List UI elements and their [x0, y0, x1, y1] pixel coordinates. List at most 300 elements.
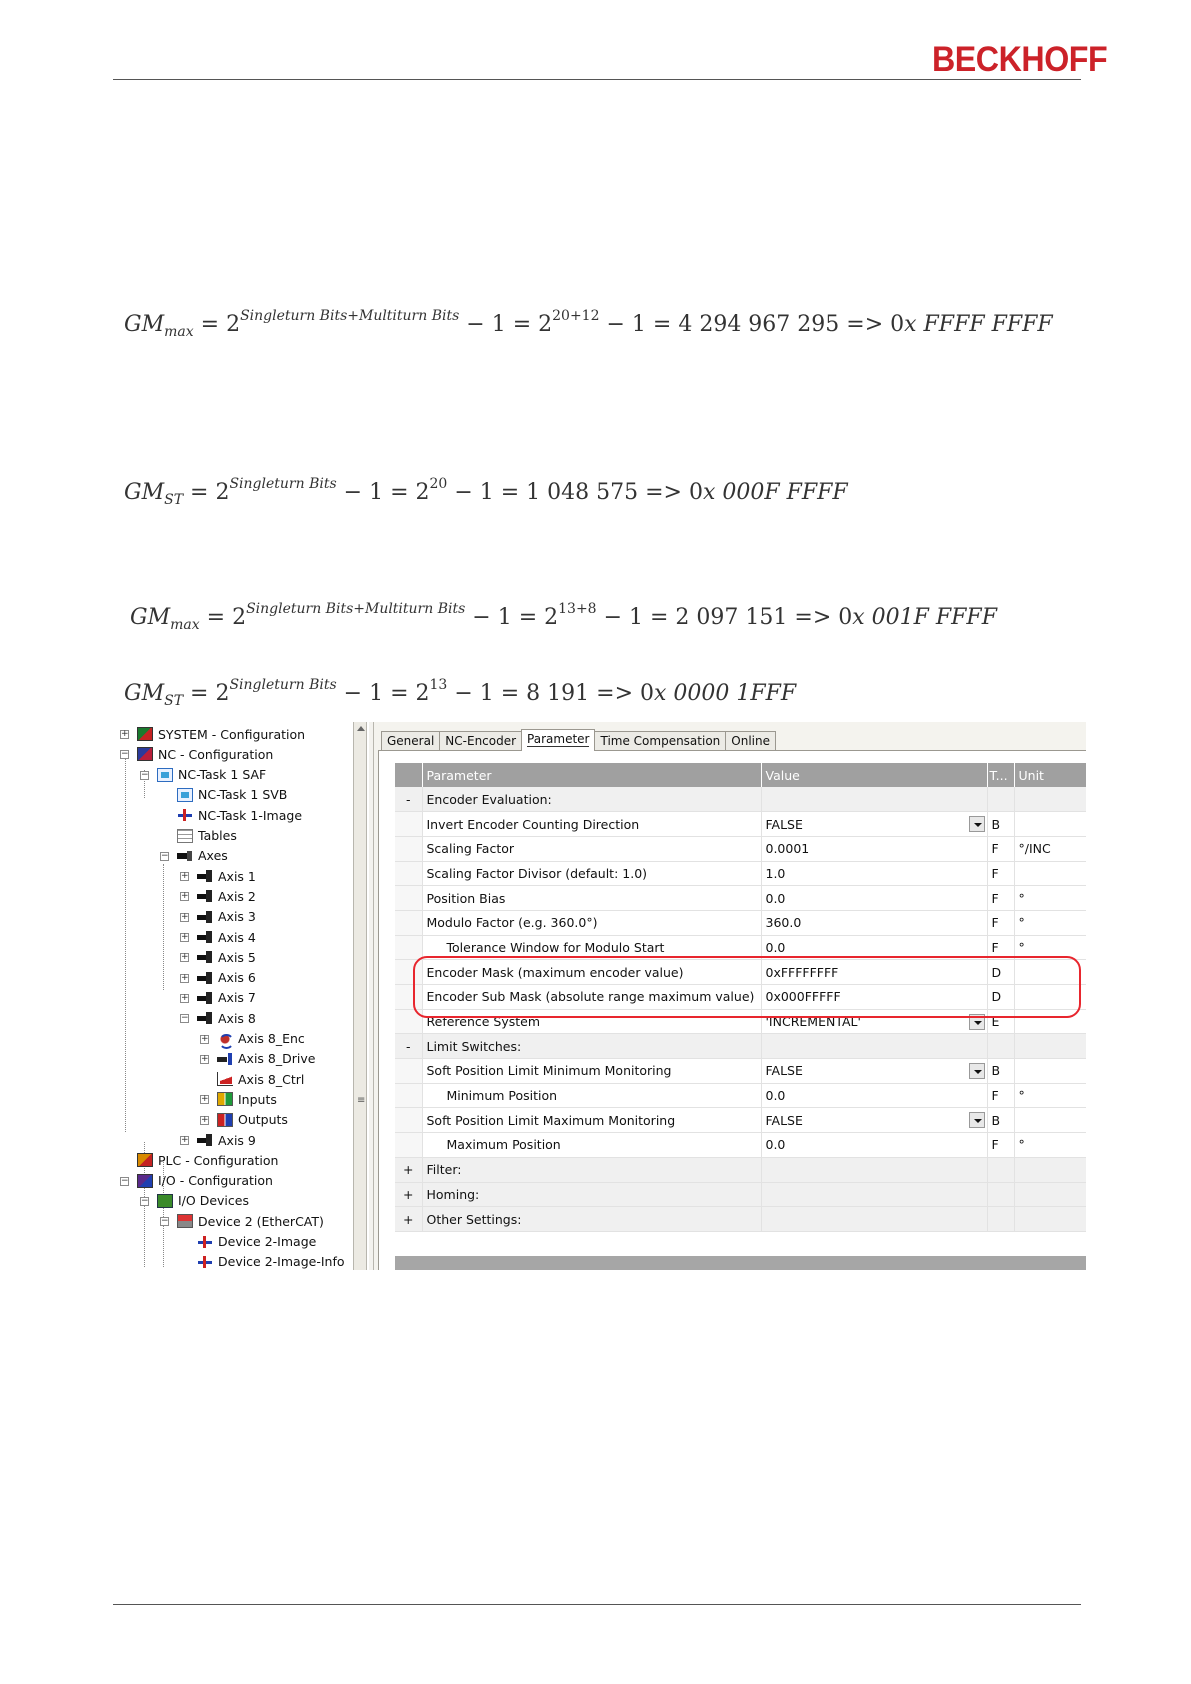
table-row[interactable] — [395, 1133, 1086, 1158]
formula-result: − 1 = 1 048 575 => 0 — [447, 480, 703, 505]
formula-1: $GM_{max} = 2^{Singleturn Bits+Multiturn Bits} - 1 = 2^{20+12} - 1 = 4$ 294 967 295 => 0x FFFF FFFF — [124, 308, 1053, 340]
beckhoff-logo: BECKHOFF — [932, 40, 1108, 79]
image-icon — [177, 808, 193, 822]
formula-lhs: GM — [124, 312, 165, 337]
row-expander-text: + — [403, 1186, 414, 1202]
row-expander — [395, 935, 422, 960]
parameter-type-cell-text: D — [991, 964, 1002, 980]
expand-icon[interactable]: + — [201, 1094, 209, 1105]
row-expander[interactable] — [395, 1207, 422, 1232]
tree-item-label: Axis 5 — [218, 949, 256, 965]
header-rule — [113, 79, 1081, 80]
tree-item-label: Device 2 (EtherCAT) — [198, 1213, 324, 1229]
formula-base: 2 — [232, 605, 247, 630]
parameter-unit-cell — [1014, 910, 1086, 935]
tree-item-label: Axis 1 — [218, 868, 256, 884]
expand-icon[interactable]: + — [181, 972, 189, 983]
parameter-value-cell-text: 0x000FFFFF — [765, 989, 841, 1005]
image-icon — [197, 1235, 213, 1249]
io-devices-icon — [157, 1194, 173, 1208]
parameter-unit-cell — [1014, 1133, 1086, 1158]
formula-lhs: GM — [130, 605, 171, 630]
table-row[interactable] — [395, 1059, 1086, 1084]
splitter-grip-icon[interactable]: ≡ — [357, 1095, 366, 1106]
expand-icon[interactable]: + — [181, 911, 189, 922]
tree-item[interactable] — [197, 988, 256, 1008]
parameter-value-cell[interactable] — [761, 910, 987, 935]
grid-header-row — [395, 763, 1086, 787]
formula-3: $GM_{max} = 2^{Singleturn Bits+Multiturn Bits} - 1 = 2^{13+8} - 1 = 2$ 097 151 => 0x 001F FFFF — [130, 601, 997, 633]
tree-item[interactable] — [177, 785, 287, 805]
tab-parameter[interactable] — [521, 729, 595, 751]
collapse-icon[interactable]: − — [121, 1175, 129, 1186]
parameter-value-cell[interactable] — [761, 1133, 987, 1158]
solution-tree — [117, 722, 351, 1270]
io-icon — [137, 1174, 153, 1188]
tree-scrollbar[interactable] — [353, 722, 367, 1270]
tree-item-label: Inputs — [238, 1091, 277, 1107]
formula-exponent: Singleturn Bits+Multiturn Bits — [240, 308, 460, 324]
outputs-icon — [217, 1113, 233, 1127]
parameter-name-cell — [422, 1157, 761, 1182]
collapse-icon[interactable]: − — [181, 1013, 189, 1024]
row-expander — [395, 812, 422, 837]
parameter-unit-cell — [1014, 861, 1086, 886]
tab-label: Time Compensation — [600, 734, 721, 748]
formula-mid: − 1 = 2 — [472, 605, 559, 630]
parameter-name-cell — [422, 1133, 761, 1158]
tree-item[interactable] — [197, 968, 256, 988]
parameter-name-cell — [422, 1059, 761, 1084]
parameter-name-cell-text: Maximum Position — [446, 1137, 561, 1153]
table-row[interactable] — [395, 1034, 1086, 1059]
formula-result: − 1 = 8 191 => 0 — [447, 681, 654, 706]
parameter-name-cell-text: Position Bias — [426, 890, 506, 906]
tree-item-label: Axis 8 — [218, 1010, 256, 1026]
parameter-type-cell — [987, 1108, 1014, 1133]
parameter-value-cell-text: 'INCREMENTAL' — [765, 1014, 861, 1030]
axis-icon — [197, 869, 213, 883]
parameter-value-cell[interactable] — [761, 1157, 987, 1182]
tree-item-label: Device 2-Image — [218, 1234, 317, 1249]
formula-mid: − 1 = 2 — [343, 681, 430, 706]
table-row[interactable] — [395, 836, 1086, 861]
parameter-type-cell-text: F — [991, 890, 999, 906]
nc-icon — [137, 747, 153, 761]
parameter-unit-cell — [1014, 1083, 1086, 1108]
parameter-type-cell — [987, 1207, 1014, 1232]
encoder-icon — [217, 1032, 233, 1046]
tab-label: General — [387, 734, 435, 748]
tree-item[interactable] — [197, 866, 256, 886]
tree-item[interactable] — [137, 744, 273, 764]
formula-lhs: GM — [124, 681, 165, 706]
parameter-value-cell[interactable] — [761, 836, 987, 861]
parameter-type-cell-text: D — [991, 989, 1002, 1005]
tree-item[interactable] — [197, 1232, 316, 1252]
parameter-value-cell[interactable] — [761, 886, 987, 911]
formula-exponent: Singleturn Bits+Multiturn Bits — [246, 601, 466, 617]
parameter-type-cell-text: F — [991, 915, 999, 931]
parameter-unit-cell — [1014, 886, 1086, 911]
controller-icon — [217, 1072, 233, 1086]
tree-item-label: Axis 2 — [218, 888, 256, 904]
formula-exponent: Singleturn Bits — [229, 476, 337, 492]
tree-item[interactable] — [197, 886, 256, 906]
parameter-name-cell-text: Scaling Factor Divisor (default: 1.0) — [426, 865, 648, 881]
collapse-icon[interactable]: − — [161, 1216, 169, 1227]
parameter-name-cell — [422, 1182, 761, 1207]
row-expander[interactable] — [395, 1157, 422, 1182]
task-icon — [157, 768, 173, 782]
dropdown-arrow-icon[interactable] — [969, 1063, 985, 1079]
formula-hex: x 0000 1FFF — [654, 681, 797, 706]
row-expander — [395, 1083, 422, 1108]
tree-item[interactable] — [197, 907, 256, 927]
tree-item-label: NC-Task 1-Image — [198, 807, 303, 823]
collapse-icon[interactable]: − — [161, 850, 169, 861]
tab-label: Online — [731, 734, 770, 748]
drive-icon — [217, 1052, 233, 1066]
dropdown-arrow-icon[interactable] — [969, 816, 985, 832]
tree-item[interactable] — [137, 1150, 278, 1170]
image-icon — [197, 1255, 213, 1269]
parameter-value-cell-text: 0.0 — [765, 1137, 786, 1153]
row-expander — [395, 886, 422, 911]
axis-icon — [197, 971, 213, 985]
expand-icon[interactable]: + — [201, 1033, 209, 1044]
table-row[interactable] — [395, 812, 1086, 837]
parameter-name-cell — [422, 812, 761, 837]
row-expander[interactable] — [395, 787, 422, 812]
tree-item-label: NC - Configuration — [158, 746, 274, 762]
formula-4: $GM_{ST} = 2^{Singleturn Bits} - 1 = 2^{13} - 1 = 8$ 191 => 0x 0000 1FFF — [124, 677, 797, 709]
encoder-mask-highlight — [413, 956, 1081, 1018]
parameter-unit-cell-text: ° — [1018, 1137, 1025, 1153]
expand-icon[interactable]: + — [181, 992, 189, 1003]
formula-result: − 1 = 4 294 967 295 => 0 — [599, 312, 905, 337]
parameter-unit-cell — [1014, 1207, 1086, 1232]
collapse-icon[interactable]: − — [121, 749, 129, 760]
parameter-type-cell — [987, 812, 1014, 837]
expand-icon[interactable]: + — [181, 891, 189, 902]
tab-online[interactable] — [725, 731, 776, 751]
grid-header-parameter[interactable]: Parameter — [422, 763, 761, 787]
tree-item[interactable] — [217, 1069, 304, 1089]
parameter-name-cell-text: Filter: — [426, 1162, 462, 1178]
system-icon — [137, 727, 153, 741]
tree-item[interactable] — [197, 1130, 256, 1150]
parameter-unit-cell — [1014, 1108, 1086, 1133]
tree-item[interactable] — [177, 1211, 324, 1231]
formula-lhs: GM — [124, 480, 165, 505]
parameter-type-cell — [987, 910, 1014, 935]
parameter-value-cell[interactable] — [761, 861, 987, 886]
parameter-name-cell — [422, 1207, 761, 1232]
parameter-name-cell-text: Soft Position Limit Maximum Monitoring — [426, 1112, 676, 1128]
tree-item[interactable] — [197, 947, 256, 967]
table-row[interactable] — [395, 1108, 1086, 1133]
table-row[interactable] — [395, 861, 1086, 886]
formula-2: $GM_{ST} = 2^{Singleturn Bits} - 1 = 2^{20} - 1 = 1$ 048 575 => 0x 000F FFFF — [124, 476, 848, 508]
parameter-name-cell-text: Minimum Position — [446, 1088, 558, 1104]
parameter-name-cell — [422, 836, 761, 861]
parameter-type-cell — [987, 886, 1014, 911]
plc-icon — [137, 1153, 153, 1167]
parameter-type-cell — [987, 1157, 1014, 1182]
parameter-type-cell-text: B — [991, 816, 1001, 832]
parameter-unit-cell — [1014, 836, 1086, 861]
parameter-name-cell — [422, 787, 761, 812]
formula-base: 2 — [215, 681, 230, 706]
parameter-type-cell — [987, 836, 1014, 861]
grid-header-unit[interactable]: Unit — [1014, 763, 1086, 787]
tab-label: Parameter — [527, 732, 590, 746]
expand-icon[interactable]: + — [181, 1135, 189, 1145]
parameter-value-cell[interactable] — [761, 1207, 987, 1232]
table-row[interactable] — [395, 787, 1086, 812]
formula-result: − 1 = 2 097 151 => 0 — [596, 605, 853, 630]
parameter-name-cell-text: Reference System — [426, 1014, 541, 1030]
parameter-unit-cell — [1014, 1157, 1086, 1182]
tab-time-compensation[interactable] — [594, 731, 726, 751]
tree-item[interactable] — [177, 805, 302, 825]
tree-item[interactable] — [197, 1252, 345, 1270]
formula-base: 2 — [215, 480, 230, 505]
table-icon — [177, 829, 193, 843]
row-expander[interactable] — [395, 1182, 422, 1207]
parameter-name-cell-text: Encoder Sub Mask (absolute range maximum value) — [426, 989, 755, 1005]
tree-item[interactable] — [157, 765, 266, 785]
parameter-unit-cell-text: ° — [1018, 939, 1025, 955]
tree-item[interactable] — [217, 1110, 288, 1130]
task-icon — [177, 788, 193, 802]
tree-item-label: Device 2-Image-Info — [218, 1254, 345, 1270]
parameter-unit-cell-text: ° — [1018, 890, 1025, 906]
parameter-name-cell — [422, 861, 761, 886]
parameter-unit-cell — [1014, 1182, 1086, 1207]
row-expander — [395, 1059, 422, 1084]
tree-item-label: Axis 6 — [218, 970, 256, 986]
scroll-up-icon[interactable] — [357, 726, 365, 731]
parameter-unit-cell-text: ° — [1018, 915, 1025, 931]
grid-header-type[interactable]: T... — [987, 763, 1014, 787]
parameter-value-cell[interactable] — [761, 812, 987, 837]
expand-icon[interactable]: + — [181, 932, 189, 942]
formula-exponent-value: 13 — [429, 677, 448, 693]
parameter-name-cell — [422, 1034, 761, 1059]
parameter-type-cell — [987, 1133, 1014, 1158]
collapse-icon[interactable]: − — [141, 769, 149, 780]
table-row[interactable] — [395, 1182, 1086, 1207]
table-row[interactable] — [395, 886, 1086, 911]
formula-subscript: ST — [164, 693, 184, 709]
table-row[interactable] — [395, 910, 1086, 935]
parameter-name-cell-text: Other Settings: — [426, 1211, 522, 1227]
parameter-name-cell-text: Homing: — [426, 1186, 480, 1202]
parameter-unit-cell-text: ° — [1018, 1088, 1025, 1104]
parameter-type-cell-text: F — [991, 841, 999, 857]
parameter-name-cell-text: Tolerance Window for Modulo Start — [446, 939, 665, 955]
parameter-value-cell[interactable] — [761, 1108, 987, 1133]
parameter-value-cell-text: 0.0 — [765, 939, 786, 955]
tree-guide-line — [163, 864, 164, 990]
tree-item-label: NC-Task 1 SAF — [178, 767, 267, 783]
dropdown-arrow-icon[interactable] — [969, 1112, 985, 1128]
parameter-value-cell[interactable] — [761, 1083, 987, 1108]
parameter-name-cell — [422, 886, 761, 911]
row-expander-text: - — [405, 1038, 411, 1054]
parameter-name-cell-text: Encoder Mask (maximum encoder value) — [426, 964, 684, 980]
tree-item[interactable] — [217, 1049, 315, 1069]
tree-item[interactable] — [217, 1089, 277, 1109]
formula-exponent-value: 20 — [429, 476, 448, 492]
parameter-type-cell-text: F — [991, 1137, 999, 1153]
parameter-name-cell-text: Encoder Evaluation: — [426, 791, 552, 807]
axis-icon — [197, 930, 213, 944]
row-expander-text: + — [403, 1211, 414, 1227]
parameter-type-cell — [987, 1182, 1014, 1207]
parameter-name-cell-text: Invert Encoder Counting Direction — [426, 816, 640, 832]
tree-item-label: Axes — [198, 848, 228, 864]
parameter-unit-cell-text: °/INC — [1018, 841, 1051, 857]
expand-icon[interactable]: + — [201, 1053, 209, 1064]
formula-subscript: max — [164, 324, 194, 340]
parameter-name-cell — [422, 1083, 761, 1108]
axis-icon — [197, 991, 213, 1005]
parameter-type-cell — [987, 861, 1014, 886]
axis-icon — [197, 889, 213, 903]
tree-item-label: Axis 8_Enc — [238, 1031, 305, 1046]
tree-item-label: Axis 7 — [218, 990, 256, 1006]
formula-base: 2 — [226, 312, 241, 337]
parameter-value-cell[interactable] — [761, 787, 987, 812]
parameter-type-cell-text: E — [991, 1014, 1000, 1030]
parameter-name-cell-text: Limit Switches: — [426, 1038, 522, 1054]
tree-item[interactable] — [177, 846, 228, 866]
parameter-value-cell[interactable] — [761, 1182, 987, 1207]
grid-empty-area — [395, 1256, 1086, 1270]
tree-item[interactable] — [157, 1191, 249, 1211]
formula-subscript: max — [170, 617, 200, 633]
parameter-type-cell-text: F — [991, 865, 999, 881]
table-row[interactable] — [395, 1207, 1086, 1232]
parameter-type-cell-text: F — [991, 1088, 999, 1104]
tree-item-label: PLC - Configuration — [158, 1152, 279, 1168]
parameter-value-cell-text: 0xFFFFFFFF — [765, 964, 839, 980]
tab-nc-encoder[interactable] — [439, 731, 522, 751]
parameter-value-cell-text: 0.0 — [765, 890, 786, 906]
parameter-unit-cell — [1014, 812, 1086, 837]
parameter-value-cell-text: 0.0001 — [765, 841, 810, 857]
row-expander[interactable] — [395, 1034, 422, 1059]
axis-icon — [197, 1133, 213, 1147]
row-expander — [395, 910, 422, 935]
parameter-value-cell-text: FALSE — [765, 1112, 803, 1128]
formula-exponent-value: 20+12 — [552, 308, 600, 324]
footer-rule — [113, 1604, 1081, 1605]
parameter-type-cell-text: F — [991, 939, 999, 955]
formula-subscript: ST — [164, 492, 184, 508]
formula-hex: x FFFF FFFF — [904, 312, 1053, 337]
grid-header-value[interactable]: Value — [761, 763, 987, 787]
tree-item-label: Outputs — [238, 1112, 288, 1128]
tree-item[interactable] — [197, 927, 256, 947]
row-expander — [395, 1108, 422, 1133]
tree-item[interactable] — [137, 724, 305, 744]
row-expander — [395, 1133, 422, 1158]
parameter-value-cell-text: FALSE — [765, 1063, 803, 1079]
tree-guide-line — [125, 752, 126, 1132]
tree-item[interactable] — [137, 1171, 273, 1191]
parameter-name-cell — [422, 1108, 761, 1133]
tree-item-label: I/O - Configuration — [158, 1173, 273, 1189]
tree-item-label: Axis 4 — [218, 929, 256, 945]
parameter-name-cell-text: Modulo Factor (e.g. 360.0°) — [426, 915, 598, 931]
parameter-value-cell-text: FALSE — [765, 816, 803, 832]
axes-icon — [177, 849, 193, 863]
parameter-type-cell — [987, 787, 1014, 812]
collapse-icon[interactable]: − — [141, 1195, 149, 1206]
tree-item-label: I/O Devices — [178, 1193, 249, 1209]
tree-item-label: Axis 8_Drive — [238, 1051, 316, 1067]
parameter-type-cell-text: B — [991, 1112, 1001, 1128]
parameter-name-cell — [422, 910, 761, 935]
parameter-type-cell — [987, 1083, 1014, 1108]
parameter-value-cell-text: 1.0 — [765, 865, 786, 881]
axis-icon — [197, 910, 213, 924]
expand-icon[interactable]: + — [181, 871, 189, 882]
expand-icon[interactable]: + — [181, 952, 189, 963]
tree-item-label: NC-Task 1 SVB — [198, 787, 288, 803]
tree-item-label: Axis 9 — [218, 1132, 256, 1148]
device-icon — [177, 1214, 193, 1228]
tree-item-label: Axis 8_Ctrl — [238, 1071, 305, 1087]
tab-label: NC-Encoder — [445, 734, 517, 748]
tree-item[interactable] — [177, 826, 237, 846]
formula-mid: − 1 = 2 — [343, 480, 430, 505]
tab-general[interactable] — [381, 731, 440, 751]
expand-icon[interactable]: + — [121, 729, 129, 739]
parameter-unit-cell — [1014, 1059, 1086, 1084]
tree-item[interactable] — [197, 1008, 256, 1028]
tree-item-label: Axis 3 — [218, 909, 256, 925]
parameter-value-cell[interactable] — [761, 1034, 987, 1059]
parameter-value-cell-text: 0.0 — [765, 1088, 786, 1104]
parameter-value-cell[interactable] — [761, 1059, 987, 1084]
row-expander-text: + — [403, 1162, 414, 1178]
inputs-icon — [217, 1092, 233, 1106]
table-row[interactable] — [395, 1083, 1086, 1108]
formula-mid: − 1 = 2 — [466, 312, 553, 337]
tab-strip — [381, 729, 775, 751]
tree-item-label: SYSTEM - Configuration — [158, 726, 306, 742]
axis-icon — [197, 1011, 213, 1025]
parameter-value-cell-text: 360.0 — [765, 915, 802, 931]
formula-exponent-value: 13+8 — [558, 601, 597, 617]
parameter-name-cell-text: Soft Position Limit Minimum Monitoring — [426, 1063, 672, 1079]
formula-hex: x 001F FFFF — [852, 605, 997, 630]
parameter-type-cell — [987, 1034, 1014, 1059]
table-row[interactable] — [395, 1157, 1086, 1182]
parameter-type-cell-text: B — [991, 1063, 1001, 1079]
tree-item-label: Tables — [198, 828, 237, 843]
grid-header-expander — [395, 763, 422, 787]
expand-icon[interactable]: + — [201, 1114, 209, 1125]
tree-item[interactable] — [217, 1029, 305, 1049]
row-expander — [395, 861, 422, 886]
axis-icon — [197, 950, 213, 964]
